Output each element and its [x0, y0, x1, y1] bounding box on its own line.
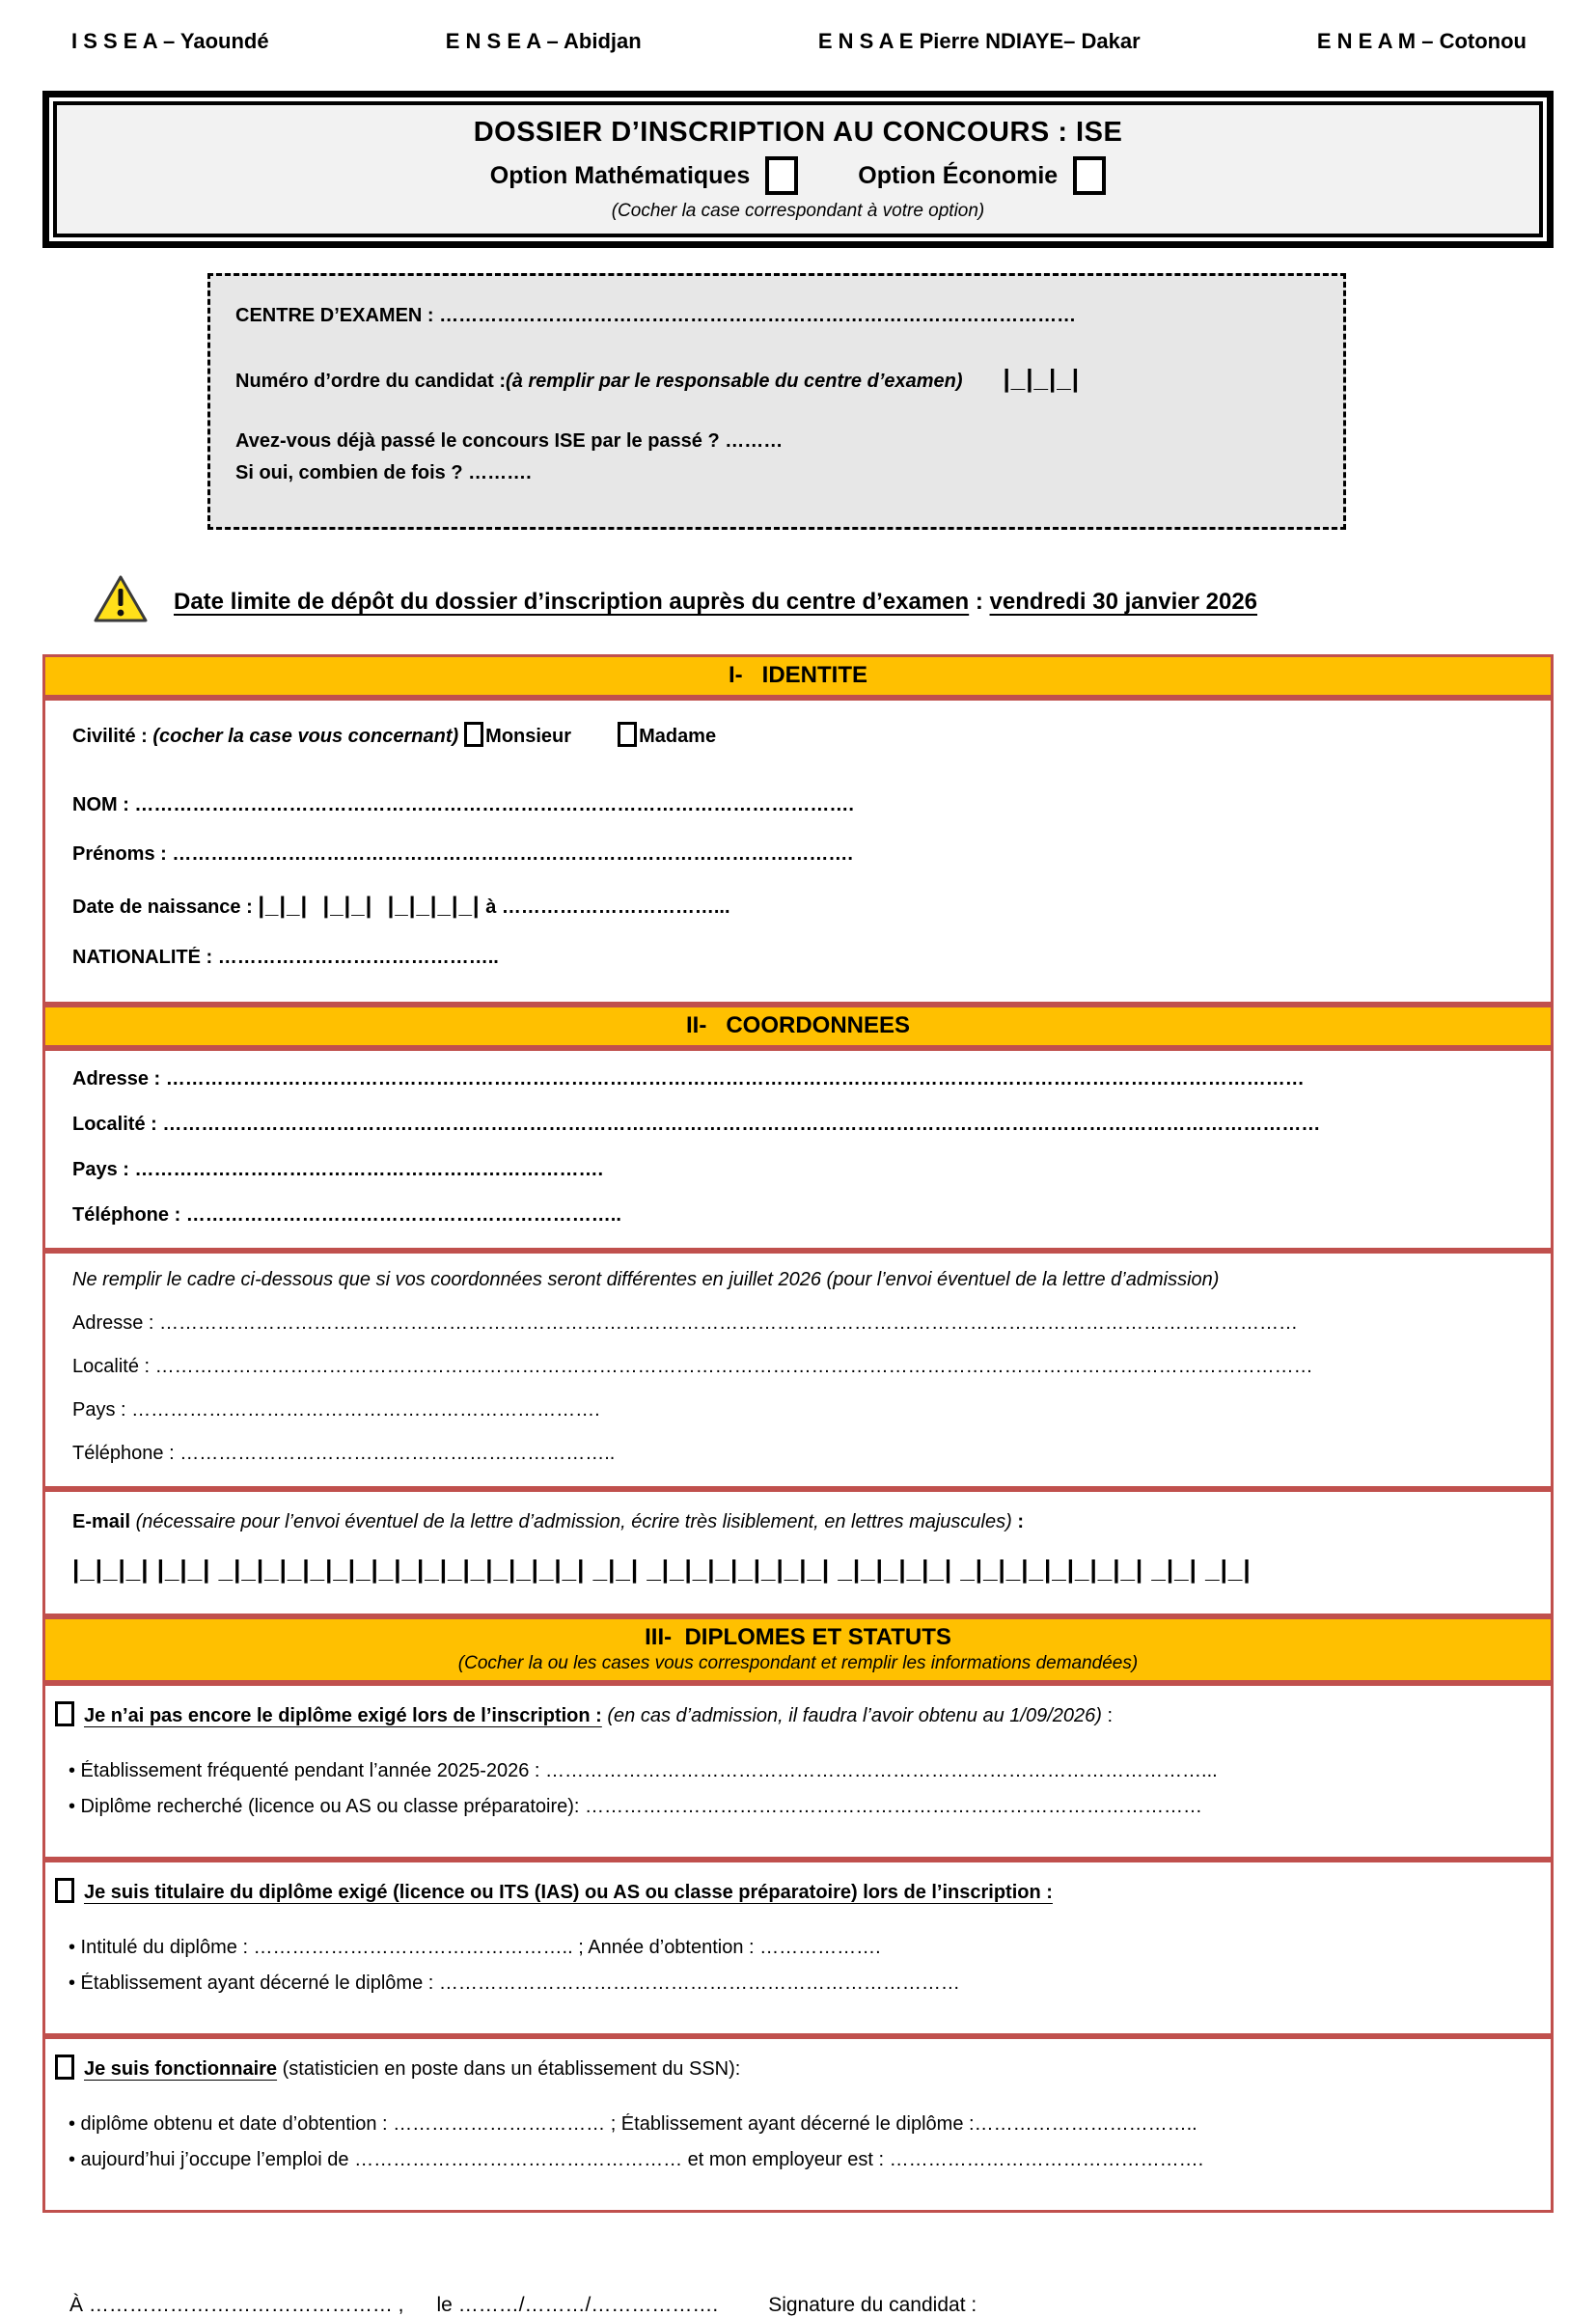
title-box	[42, 91, 1554, 248]
diploma-holder-bullets	[69, 1937, 1527, 1995]
diploma-not-yet-title: Je n’ai pas encore le diplôme exigé lors de l’inscription :	[84, 1705, 602, 1726]
section-header-identite: I- IDENTITE	[42, 654, 1554, 698]
option-math-label: Option Mathématiques	[489, 161, 751, 189]
alt-country-line: Pays : ……………………………………………………………….	[72, 1399, 600, 1421]
birthdate-label: Date de naissance :	[72, 896, 259, 918]
identity-section	[42, 698, 1554, 1005]
how-many-times-question: Si oui, combien de fois ? ……….	[235, 462, 532, 483]
title-note: (Cocher la case correspondant à votre option)	[611, 201, 985, 221]
phone-line: Téléphone : …………………………………………………………..	[72, 1204, 621, 1226]
diploma-not-yet-bullets	[69, 1760, 1527, 1818]
school-ensae-dakar: E N S A E Pierre NDIAYE– Dakar	[817, 29, 1141, 53]
diplome-recherche-line: • Diplôme recherché (licence ou AS ou classe préparatoire): ……………………………………………………………………………………	[69, 1796, 1203, 1817]
exam-center-box	[207, 273, 1346, 530]
intitule-diplome-line: • Intitulé du diplôme : ………………………………………….. ; Année d’obtention : ……………….	[69, 1937, 881, 1958]
diplomes-header-title: III- DIPLOMES ET STATUTS	[645, 1624, 951, 1650]
email-section	[42, 1489, 1554, 1616]
diploma-holder-checkbox[interactable]	[55, 1878, 74, 1903]
birthdate-cells[interactable]: |_|_| |_|_| |_|_|_|_|	[258, 893, 481, 919]
birthplace-label: à ……………………………...	[480, 896, 730, 918]
alt-coordinates-note: Ne remplir le cadre ci-dessous que si vos coordonnées seront différentes en juillet 2026 (pour l’envoi éventuel de la lettre d’admission)	[72, 1269, 1220, 1290]
alt-address-line: Adresse : ……………………………………………………………………………………………………………………………………………………………	[72, 1312, 1299, 1334]
signature-label: Signature du candidat :	[768, 2294, 977, 2316]
locality-line: Localité : ………………………………………………………………………………………………………………………………………………………………	[72, 1114, 1321, 1135]
title-box-inner	[53, 101, 1543, 237]
email-label: E-mail	[72, 1511, 136, 1532]
diploma-not-yet-title-row	[55, 1701, 1527, 1727]
email-cells[interactable]: |_|_|_| |_|_| _|_|_|_|_|_|_|_|_|_|_|_|_|_|_|_| _|_| _|_|_|_|_|_|_|_| _|_|_|_|_| _|_|_|_|_|_|_|_| _|_| _|_|	[72, 1555, 1252, 1584]
school-issea-yaounde: I S S E A – Yaoundé	[71, 29, 269, 53]
firstname-line: Prénoms : …………………………………………………………………………………………….	[72, 843, 853, 865]
emploi-employeur-line: • aujourd’hui j’occupe l’emploi de …………………………………………… et mon employeur est : ………………………………………….	[69, 2149, 1204, 2170]
civility-monsieur-checkbox[interactable]	[464, 722, 483, 747]
diploma-not-yet-colon: :	[1101, 1705, 1114, 1726]
country-line: Pays : ……………………………………………………………….	[72, 1159, 604, 1180]
diploma-not-yet-checkbox[interactable]	[55, 1701, 74, 1726]
signature-place: À ……………………………………… ,	[69, 2294, 404, 2316]
name-line: NOM : ………………………………………………………………………………………………….	[72, 794, 854, 815]
etablissement-frequente-line: • Établissement fréquenté pendant l’année 2025-2026 : …………………………………………………………………………………………...	[69, 1760, 1218, 1781]
options-row	[57, 156, 1539, 195]
civility-label: Civilité :	[72, 726, 153, 747]
schools-header	[42, 29, 1554, 54]
deadline-row	[93, 574, 1554, 629]
section-header-coordonnees: II- COORDONNEES	[42, 1005, 1554, 1048]
diplome-obtenu-line: • diplôme obtenu et date d’obtention : …………………………… ; Établissement ayant décerné le diplôme :……………………………..	[69, 2113, 1197, 2135]
alt-phone-line: Téléphone : …………………………………………………………..	[72, 1443, 616, 1464]
already-passed-question: Avez-vous déjà passé le concours ISE par le passé ? ………	[235, 430, 784, 452]
main-form	[42, 654, 1554, 2213]
email-label-line	[72, 1511, 1524, 1533]
section-header-diplomes	[42, 1616, 1554, 1683]
order-number-line	[235, 364, 1318, 394]
option-eco-label: Option Économie	[858, 161, 1059, 189]
diploma-block-fonctionnaire	[42, 2036, 1554, 2213]
form-title: DOSSIER D’INSCRIPTION AU CONCOURS : ISE	[473, 117, 1123, 148]
deadline-text	[174, 589, 1257, 616]
fonctionnaire-title: Je suis fonctionnaire	[84, 2058, 278, 2080]
deadline-separator: :	[969, 588, 990, 615]
school-eneam-cotonou: E N E A M – Cotonou	[1316, 29, 1527, 53]
fonctionnaire-note: (statisticien en poste dans un établissement du SSN):	[277, 2058, 741, 2080]
order-number-cells[interactable]: |_|_|_|	[1003, 364, 1081, 393]
email-note: (nécessaire pour l’envoi éventuel de la lettre d’admission, écrire très lisiblement, en lettres majuscules)	[135, 1511, 1012, 1532]
signature-row	[69, 2294, 1554, 2317]
exam-center-line: CENTRE D’EXAMEN : ………………………………………………………………………………………	[235, 305, 1077, 326]
diploma-not-yet-note: (en cas d’admission, il faudra l’avoir obtenu au 1/09/2026)	[607, 1705, 1102, 1726]
address-line: Adresse : ……………………………………………………………………………………………………………………………………………………………	[72, 1068, 1305, 1090]
nationality-line: NATIONALITÉ : ……………………………………..	[72, 947, 499, 968]
civility-madame-label: Madame	[639, 726, 717, 747]
option-eco-checkbox[interactable]	[1073, 156, 1106, 195]
civility-row	[72, 722, 1524, 748]
diploma-holder-title-row	[55, 1878, 1527, 1904]
civility-madame-checkbox[interactable]	[618, 722, 637, 747]
coordinates-section	[42, 1048, 1554, 1251]
order-number-label: Numéro d’ordre du candidat :	[235, 371, 507, 392]
alt-locality-line: Localité : ………………………………………………………………………………………………………………………………………………………………	[72, 1356, 1313, 1377]
diploma-block-not-yet	[42, 1683, 1554, 1860]
diplomes-header-subtitle: (Cocher la ou les cases vous correspondant et remplir les informations demandées)	[457, 1653, 1139, 1673]
warning-triangle-icon	[93, 574, 149, 629]
order-number-note: (à remplir par le responsable du centre d’examen)	[506, 371, 963, 392]
civility-monsieur-label: Monsieur	[485, 726, 572, 747]
civility-note: (cocher la case vous concernant)	[152, 726, 459, 747]
deadline-label: Date limite de dépôt du dossier d’inscription auprès du centre d’examen	[174, 588, 970, 615]
alt-coordinates-section	[42, 1251, 1554, 1489]
option-math-checkbox[interactable]	[765, 156, 798, 195]
deadline-value: vendredi 30 janvier 2026	[989, 588, 1258, 615]
birthdate-line	[72, 893, 1524, 920]
etablissement-decerne-line: • Établissement ayant décerné le diplôme : ………………………………………………………………………	[69, 1972, 960, 1994]
diploma-holder-title: Je suis titulaire du diplôme exigé (licence ou ITS (IAS) ou AS ou classe préparatoire) lors de l’inscription :	[84, 1882, 1053, 1903]
signature-date: le ………/………/……………….	[436, 2294, 719, 2316]
diploma-block-holder	[42, 1860, 1554, 2036]
school-ensea-abidjan: E N S E A – Abidjan	[445, 29, 642, 53]
fonctionnaire-checkbox[interactable]	[55, 2055, 74, 2080]
fonctionnaire-bullets	[69, 2113, 1527, 2171]
fonctionnaire-title-row	[55, 2055, 1527, 2081]
email-colon: :	[1011, 1511, 1024, 1532]
